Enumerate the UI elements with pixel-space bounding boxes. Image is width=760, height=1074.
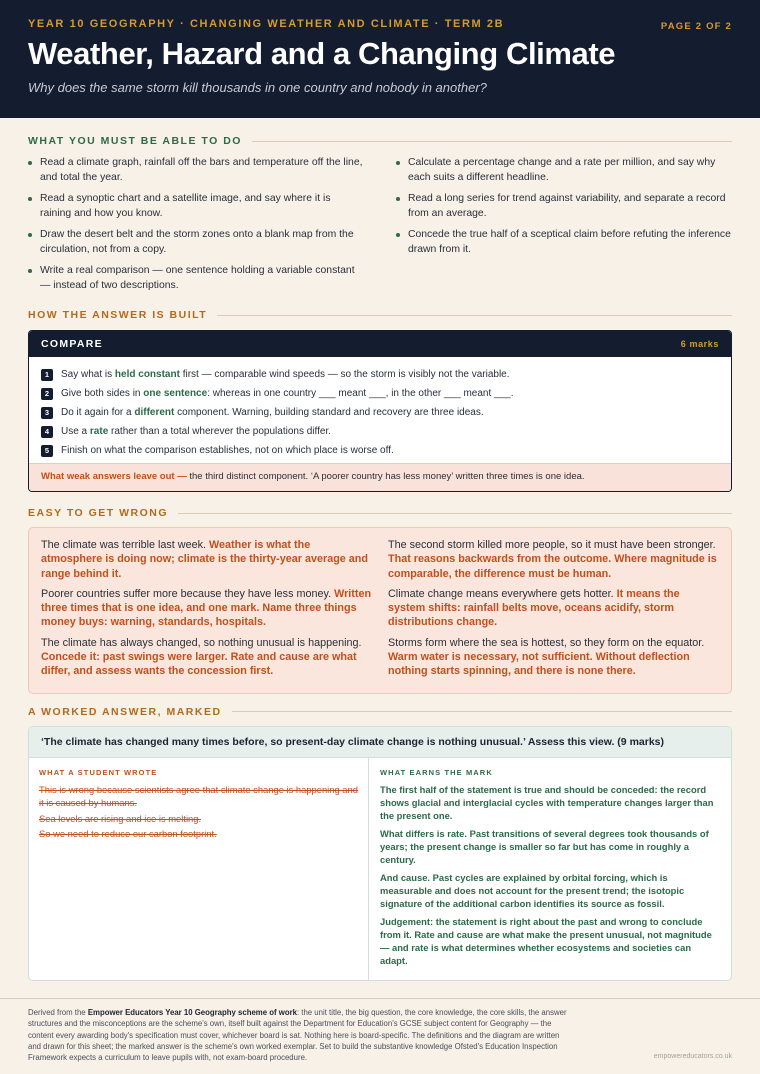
weak-answers-text: the third distinct component. ‘A poorer country has less money’ written three times is one idea.	[186, 471, 585, 482]
misconception-correction: Written three times that is one idea, and one mark. Name three things money buys: warning, standards, hospitals.	[41, 587, 372, 629]
misconception-claim: The second storm killed more people, so it must have been stronger.	[388, 539, 716, 551]
step-keyword: different	[134, 407, 175, 418]
ability-item: Concede the true half of a sceptical claim before refuting the inference drawn from it.	[396, 228, 732, 257]
step-number-badge: 3	[41, 407, 53, 419]
step-row	[41, 441, 719, 460]
misconceptions-left	[41, 538, 372, 685]
step-text-lead: Use a	[61, 426, 90, 437]
step-number-badge: 2	[41, 388, 53, 400]
mark-earning-paragraph: Judgement: the statement is right about the past and wrong to conclude from it. Rate and cause are what make the present unusual, not magnitude — and rate is what determines whether ecosystems and societies can adapt.	[380, 915, 712, 966]
struck-student-line: This is wrong because scientists agree that climate change is happening and it is caused by humans.	[39, 783, 358, 809]
section-heading: EASY TO GET WRONG	[28, 507, 732, 519]
misconception-correction: Warm water is necessary, not sufficient. Without deflection nothing starts spinning, and there is none there.	[388, 651, 690, 678]
step-text-rest: rather than a total wherever the populations differ.	[108, 426, 331, 437]
marks-badge: 6 marks	[680, 339, 719, 349]
weak-answers-label: What weak answers leave out —	[41, 471, 187, 482]
ability-item: Draw the desert belt and the storm zones onto a blank map from the circulation, not from a copy.	[28, 228, 364, 257]
misconception-claim: The climate has always changed, so nothing unusual is happening.	[41, 636, 362, 649]
misconception-correction: It means the system shifts: rainfall belts move, oceans acidify, storm distributions change.	[388, 587, 680, 629]
worked-answer-box	[28, 726, 732, 981]
section-heading: WHAT YOU MUST BE ABLE TO DO	[28, 135, 732, 147]
unit-kicker: YEAR 10 GEOGRAPHY · CHANGING WEATHER AND CLIMATE · TERM 2B	[28, 18, 505, 30]
misconception-item	[388, 636, 719, 679]
misconceptions-right	[388, 538, 719, 685]
step-text	[61, 407, 484, 418]
misconception-item	[41, 538, 372, 581]
step-row	[41, 422, 719, 441]
student-answer-label: WHAT A STUDENT WROTE	[39, 767, 158, 777]
step-keyword: rate	[89, 426, 109, 437]
ability-item: Calculate a percentage change and a rate per million, and say why each suits a different headline.	[396, 156, 732, 185]
step-text-lead: Finish on what the comparison establishes, not on which place is worse off.	[61, 445, 394, 456]
misconception-claim: Poorer countries suffer more because they have less money.	[41, 587, 335, 600]
step-text-lead: Do it again for a	[61, 407, 135, 418]
answer-structure-section	[28, 309, 732, 492]
misconception-claim: Climate change means everywhere gets hotter.	[388, 587, 617, 600]
step-text	[61, 388, 514, 399]
weak-answers-note	[29, 463, 731, 491]
ability-item: Read a long series for trend against variability, and separate a record from an average.	[396, 192, 732, 221]
struck-student-line: So we need to reduce our carbon footprint.	[39, 828, 217, 840]
worked-answer-section	[28, 706, 732, 981]
misconception-correction: Concede it: past swings were larger. Rate and cause are what differ, and assess wants the concession first.	[41, 651, 357, 678]
big-question: Why does the same storm kill thousands in one country and nobody in another?	[28, 80, 487, 95]
misconception-correction: That reasons backwards from the outcome. Where magnitude is comparable, the difference must be human.	[388, 553, 717, 580]
step-number-badge: 4	[41, 426, 53, 438]
step-text-rest: : whereas in one country ___ meant ___, in the other ___ meant ___.	[207, 388, 514, 399]
site-url: empowereducators.co.uk	[653, 1053, 732, 1060]
mark-earning-paragraph: The first half of the statement is true and should be conceded: the record shows glacial and interglacial cycles with temperature changes larger than the present one.	[380, 783, 714, 821]
ability-item: Write a real comparison — one sentence holding a variable constant — instead of two descriptions.	[28, 264, 364, 293]
compare-title: COMPARE	[41, 338, 103, 350]
compare-box	[28, 330, 732, 492]
step-row	[41, 403, 719, 422]
page-title: Weather, Hazard and a Changing Climate	[28, 36, 616, 71]
misconception-item	[388, 538, 719, 581]
mark-earning-paragraph: What differs is rate. Past transitions of several degrees took thousands of years; the present change is smaller so far but has come in roughly a century.	[380, 827, 709, 865]
ability-item: Read a synoptic chart and a satellite image, and say where it is raining and how you know.	[28, 192, 364, 221]
step-number-badge: 5	[41, 445, 53, 457]
misconceptions-section	[28, 507, 732, 694]
step-text-lead: Give both sides in	[61, 388, 144, 399]
misconception-item	[388, 587, 719, 630]
misconception-correction: Weather is what the atmosphere is doing now; climate is the thirty-year average and range behind it.	[41, 539, 368, 580]
step-row	[41, 384, 719, 403]
compare-header	[29, 331, 731, 357]
student-answer-column	[29, 758, 369, 980]
ability-item: Read a climate graph, rainfall off the bars and temperature off the line, and total the year.	[28, 156, 364, 185]
page-number: PAGE 2 OF 2	[660, 21, 732, 32]
section-heading: HOW THE ANSWER IS BUILT	[28, 309, 732, 321]
page-footer	[0, 998, 760, 1074]
step-text	[61, 445, 394, 456]
step-text-rest: component. Warning, building standard and recovery are three ideas.	[174, 407, 484, 418]
step-text-rest: first — comparable wind speeds — so the storm is visibly not the variable.	[179, 369, 510, 380]
abilities-list-right	[396, 156, 732, 300]
misconception-claim: The climate was terrible last week.	[41, 539, 210, 551]
misconception-item	[41, 587, 372, 630]
earns-mark-label: WHAT EARNS THE MARK	[380, 767, 493, 777]
step-number-badge: 1	[41, 369, 53, 381]
step-text-lead: Say what is	[61, 369, 115, 380]
step-row	[41, 365, 719, 384]
step-text	[61, 369, 510, 380]
mark-scheme-column	[369, 758, 731, 980]
step-list	[29, 357, 731, 463]
step-text	[61, 426, 331, 437]
step-keyword: one sentence	[143, 388, 208, 399]
mark-earning-paragraph: And cause. Past cycles are explained by orbital forcing, which is measurable and does not account for the present trend; the isotopic signature of the additional carbon identifies its source as fossil.	[380, 871, 685, 909]
abilities-section	[28, 135, 732, 300]
step-keyword: held constant	[114, 369, 180, 380]
page-header	[0, 0, 760, 118]
source-note: Derived from the Empower Educators Year 10 Geography scheme of work: the unit title, the big question, the core knowledge, the core skills, the answer structures and the misconceptions are the scheme's own, itself built against the Department for Education's GCSE subject content for Geography — the content every awarding body's specification must cover, whichever board is sat. Nothing here is board-specific. The definitions and the diagram are written and drawn for this sheet; the marked answer is the scheme's own worked exemplar. Set to build the substantive knowledge Ofsted's Education Inspection Framework expects a curriculum to leave pupils with, not exam-board procedure.	[28, 1008, 567, 1063]
exam-question: ‘The climate has changed many times before, so present-day climate change is nothing unusual.’ Assess this view. (9 marks)	[29, 727, 731, 757]
misconception-item	[41, 636, 372, 679]
struck-student-line: Sea levels are rising and ice is melting.	[39, 812, 202, 824]
misconceptions-box	[28, 527, 732, 694]
section-heading: A WORKED ANSWER, MARKED	[28, 706, 732, 718]
abilities-list-left	[28, 156, 364, 300]
misconception-claim: Storms form where the sea is hottest, so they form on the equator.	[388, 636, 705, 649]
